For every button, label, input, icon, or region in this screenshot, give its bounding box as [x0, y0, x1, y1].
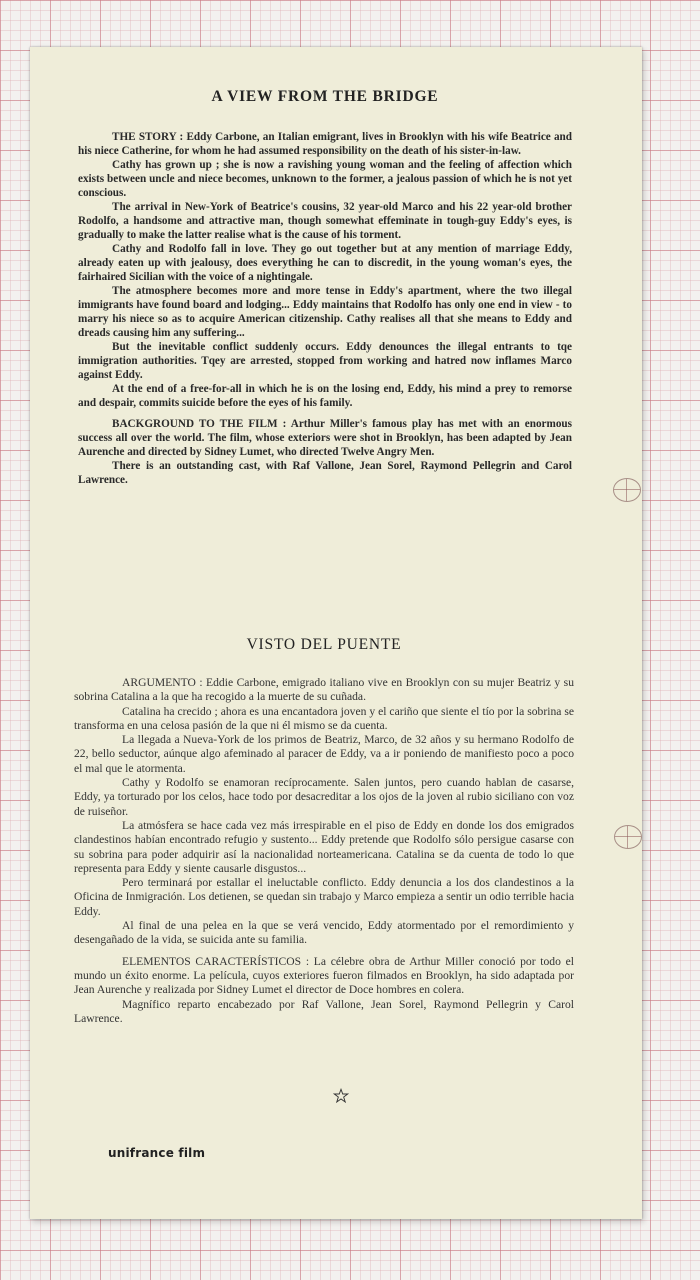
story-paragraph: The arrival in New-York of Beatrice's cousins, 32 year-old Marco and his 22 year-old brother Rodolfo, a handsome and attractive man, though somewhat effeminate in tough-guy Eddy's eyes, is gradually to make the latter realise what is the cause of his torment.	[78, 201, 572, 241]
story-paragraph: Cathy and Rodolfo fall in love. They go out together but at any mention of marriage Eddy, already eaten up with jealousy, does everything he can to discredit, in the young woman's eyes, the fairhaired Sicilian with the voice of a nightingale.	[78, 243, 572, 283]
spanish-section	[74, 636, 574, 1026]
registration-mark-icon	[614, 825, 642, 849]
argumento-paragraph: La atmósfera se hace cada vez más irrespirable en el piso de Eddy en donde los dos emigrados clandestinos habían encontrado refugio y sustento... Eddy pretende que Rodolfo sólo persigue casarse con su sobrina para poder adquirir así la nacionalidad norteamericana. Catalina se da cuenta de todo lo que representa para Eddy y siente causarle disgustos...	[74, 818, 574, 875]
registration-mark-icon	[613, 478, 641, 502]
unifrance-logo: unifrance film	[108, 1146, 206, 1160]
spanish-title: VISTO DEL PUENTE	[246, 636, 402, 653]
elementos-paragraph: ELEMENTOS CARACTERÍSTICOS : La célebre obra de Arthur Miller conoció por todo el mundo un éxito enorme. La película, cuyos exteriores fueron filmados en Brooklyn, ha sido adaptada por Jean Aurenche y realizada por Sidney Lumet el director de Doce hombres en colera.	[74, 954, 574, 997]
argumento-paragraph: Pero terminará por estallar el ineluctable conflicto. Eddy denuncia a los dos clandestinos a la Oficina de Inmigración. Los detienen, se quedan sin trabajo y Marco empieza a sentir un odio terrible hacia Eddy.	[74, 876, 574, 918]
story-paragraph: The atmosphere becomes more and more tense in Eddy's apartment, where the two illegal immigrants have found board and lodging... Eddy maintains that Rodolfo has only one end in view - to marry his niece so as to acquire American citizenship. Cathy realises all that she means to Eddy and dreads causing him any suffering...	[78, 285, 572, 339]
story-paragraph: At the end of a free-for-all in which he is on the losing end, Eddy, his mind a prey to remorse and despair, commits suicide before the eyes of his family.	[78, 383, 572, 409]
argumento-paragraph: ARGUMENTO : Eddie Carbone, emigrado italiano vive en Brooklyn con su mujer Beatriz y su sobrina Catalina a la que ha recogido a la muerte de su cuñada.	[74, 676, 574, 704]
argumento-paragraph: La llegada a Nueva-York de los primos de Beatriz, Marco, de 32 años y su hermano Rodolfo de 22, bello seductor, aúnque algo afeminado al paracer de Eddy, va a ir poniendo de manifiesto poco a poco el mal que le atormenta.	[74, 733, 574, 775]
background-paragraph: BACKGROUND TO THE FILM : Arthur Miller's famous play has met with an enormous success all over the world. The film, whose exteriors were shot in Brooklyn, has been adapted by Jean Aurenche and directed by Sidney Lumet, who directed Twelve Angry Men.	[78, 418, 572, 458]
argumento-paragraph: Catalina ha crecido ; ahora es una encantadora joven y el cariño que siente el tío por la sobrina se transforma en una celosa pasión de la que ni él mismo se da cuenta.	[74, 704, 574, 732]
argumento-paragraph: Al final de una pelea en la que se verá vencido, Eddy atormentado por el remordimiento y desengañado de la vida, se suicida ante su familia.	[74, 919, 574, 947]
story-paragraph: THE STORY : Eddy Carbone, an Italian emigrant, lives in Brooklyn with his wife Beatrice and his niece Catherine, for whom he had assumed responsibility on the death of his sister-in-law.	[78, 131, 572, 157]
star-outline-icon	[333, 1088, 349, 1104]
cast-paragraph: There is an outstanding cast, with Raf Vallone, Jean Sorel, Raymond Pellegrin and Carol Lawrence.	[78, 460, 572, 486]
english-title: A VIEW FROM THE BRIDGE	[211, 88, 439, 105]
story-paragraph: But the inevitable conflict suddenly occurs. Eddy denounces the illegal entrants to tqe immigration authorities. Tqey are arrested, stopped from working and hatred now inflames Marco against Eddy.	[78, 341, 572, 381]
reparto-paragraph: Magnífico reparto encabezado por Raf Vallone, Jean Sorel, Raymond Pellegrin y Carol Lawrence.	[74, 997, 574, 1025]
english-section	[78, 88, 572, 487]
story-paragraph: Cathy has grown up ; she is now a ravishing young woman and the feeling of affection which exists between uncle and niece becomes, unknown to the former, a jealous passion of which he is not yet conscious.	[78, 159, 572, 199]
argumento-paragraph: Cathy y Rodolfo se enamoran recíprocamente. Salen juntos, pero cuando hablan de casarse, Eddy, ya torturado por los celos, hace todo por desacreditar a los ojos de la joven al rubio siciliano con voz de ruiseñor.	[74, 776, 574, 818]
